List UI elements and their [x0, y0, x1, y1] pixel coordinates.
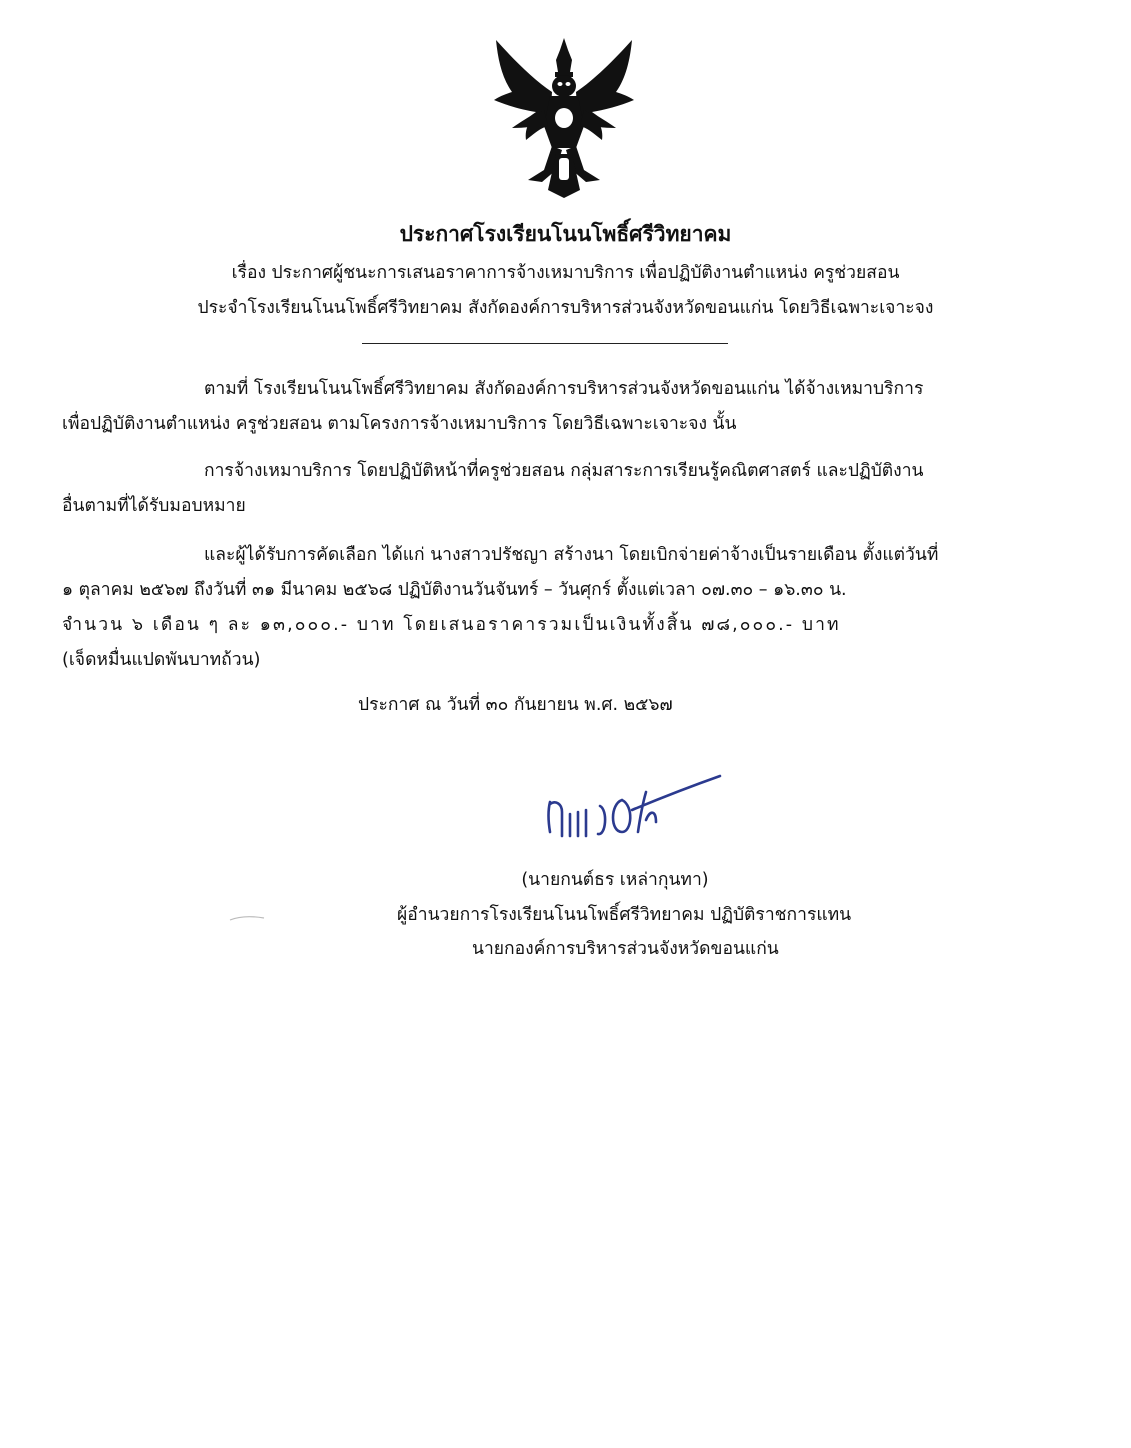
- paragraph-2-line: การจ้างเหมาบริการ โดยปฏิบัติหน้าที่ครูช่วยสอน กลุ่มสาระการเรียนรู้คณิตศาสตร์ และปฏิบัติงาน: [204, 461, 924, 481]
- document-title: ประกาศโรงเรียนโนนโพธิ์ศรีวิทยาคม: [399, 222, 732, 246]
- paragraph-3-line: ๑ ตุลาคม ๒๕๖๗ ถึงวันที่ ๓๑ มีนาคม ๒๕๖๘ ปฏิบัติงานวันจันทร์ – วันศุกร์ ตั้งแต่เวลา ๐๗.๓๐ – ๑๖.๓๐ น.: [62, 580, 847, 600]
- paragraph-2: [62, 454, 1062, 524]
- paper-mark: [228, 912, 268, 924]
- paragraph-3-line: และผู้ได้รับการคัดเลือก ได้แก่ นางสาวปรัชญา สร้างนา โดยเบิกจ่ายค่าจ้างเป็นรายเดือน ตั้งแต่วันที่: [204, 545, 939, 565]
- paragraph-3-line: จำนวน ๖ เดือน ๆ ละ ๑๓,๐๐๐.- บาท โดยเสนอราคารวมเป็นเงินทั้งสิ้น ๗๘,๐๐๐.- บาท: [62, 615, 841, 635]
- paragraph-1-line: เพื่อปฏิบัติงานตำแหน่ง ครูช่วยสอน ตามโครงการจ้างเหมาบริการ โดยวิธีเฉพาะเจาะจง นั้น: [62, 414, 737, 434]
- announce-date: ประกาศ ณ วันที่ ๓๐ กันยายน พ.ศ. ๒๕๖๗: [358, 695, 673, 715]
- handwritten-signature: [536, 770, 726, 850]
- paragraph-3: [62, 538, 1062, 678]
- signer-position-2: นายกองค์การบริหารส่วนจังหวัดขอนแก่น: [472, 939, 779, 959]
- signer-position-1: ผู้อำนวยการโรงเรียนโนนโพธิ์ศรีวิทยาคม ปฏิบัติราชการแทน: [397, 905, 852, 925]
- paragraph-1: [62, 372, 1062, 442]
- garuda-emblem-icon: [484, 30, 644, 200]
- paragraph-3-line: (เจ็ดหมื่นแปดพันบาทถ้วน): [62, 650, 261, 670]
- signer-name: (นายกนต์ธร เหล่ากุนทา): [521, 870, 709, 890]
- title-divider: [362, 343, 728, 344]
- subject-line-2: ประจำโรงเรียนโนนโพธิ์ศรีวิทยาคม สังกัดองค์การบริหารส่วนจังหวัดขอนแก่น โดยวิธีเฉพาะเจาะจง: [197, 298, 934, 318]
- paragraph-2-line: อื่นตามที่ได้รับมอบหมาย: [62, 496, 246, 516]
- subject-line-1: เรื่อง ประกาศผู้ชนะการเสนอราคาการจ้างเหมาบริการ เพื่อปฏิบัติงานตำแหน่ง ครูช่วยสอน: [231, 263, 900, 283]
- paragraph-1-line: ตามที่ โรงเรียนโนนโพธิ์ศรีวิทยาคม สังกัดองค์การบริหารส่วนจังหวัดขอนแก่น ได้จ้างเหมาบริการ: [204, 379, 924, 399]
